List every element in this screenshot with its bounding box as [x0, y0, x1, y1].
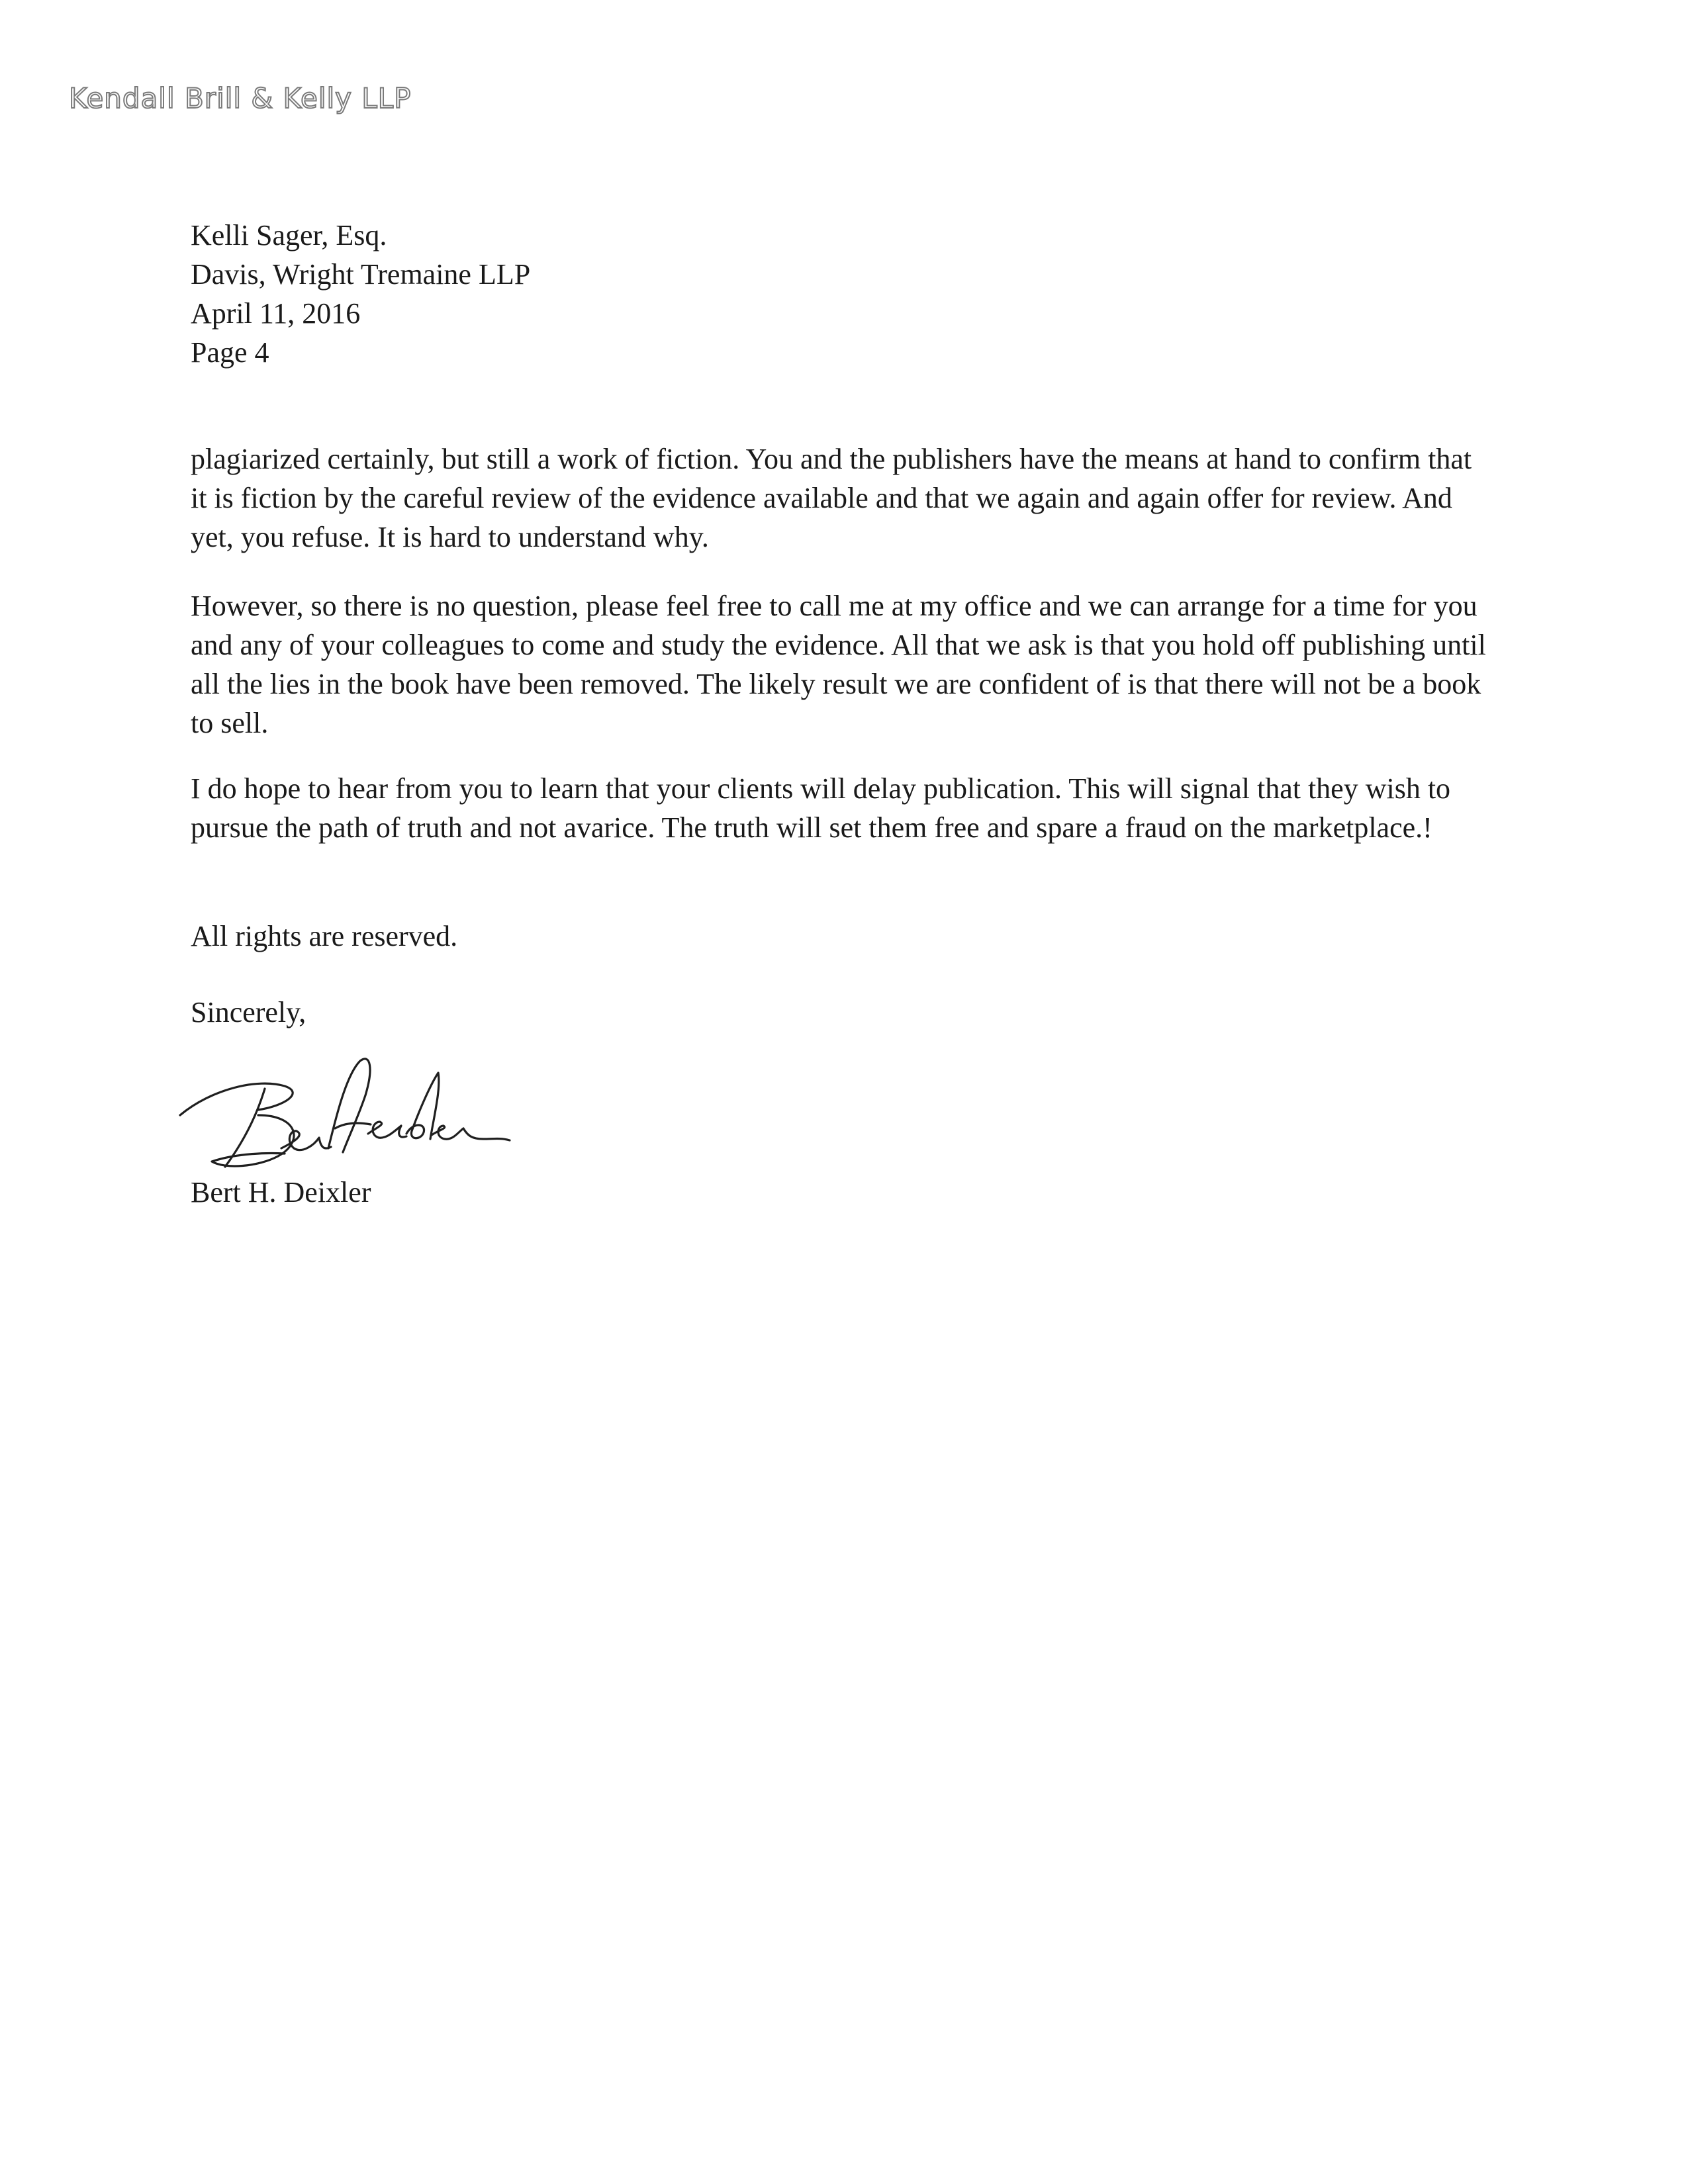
- body-paragraph-3: I do hope to hear from you to learn that your clients will delay publication. This will signal that they wish to pursue the path of truth and not avarice. The truth will set them free and spare a fraud on the marketplace.!: [191, 772, 1451, 844]
- letter-date: April 11, 2016: [191, 297, 361, 330]
- signer-name: Bert H. Deixler: [191, 1176, 371, 1208]
- handwritten-signature: [172, 1049, 516, 1178]
- body-paragraph-1: plagiarized certainly, but still a work of fiction. You and the publishers have the means at hand to confirm that it is fiction by the careful review of the evidence available and that we again and again offer for review. And yet, you refuse. It is hard to understand why.: [191, 443, 1472, 553]
- recipient-address-block: [191, 216, 1515, 372]
- closing-salutation: Sincerely,: [191, 996, 306, 1028]
- recipient-firm: Davis, Wright Tremaine LLP: [191, 258, 531, 291]
- page-number: Page 4: [191, 336, 269, 369]
- letterhead-firm-name: Kendall Brill & Kelly LLP: [69, 82, 412, 114]
- recipient-name: Kelli Sager, Esq.: [191, 219, 387, 251]
- rights-reserved-line: All rights are reserved.: [191, 920, 458, 952]
- body-paragraph-2: However, so there is no question, please feel free to call me at my office and we can arrange for a time for you and any of your colleagues to come and study the evidence. All that we ask is that you hold off publishing until all the lies in the book have been removed. The likely result we are confident of is that there will not be a book to sell.: [191, 590, 1486, 739]
